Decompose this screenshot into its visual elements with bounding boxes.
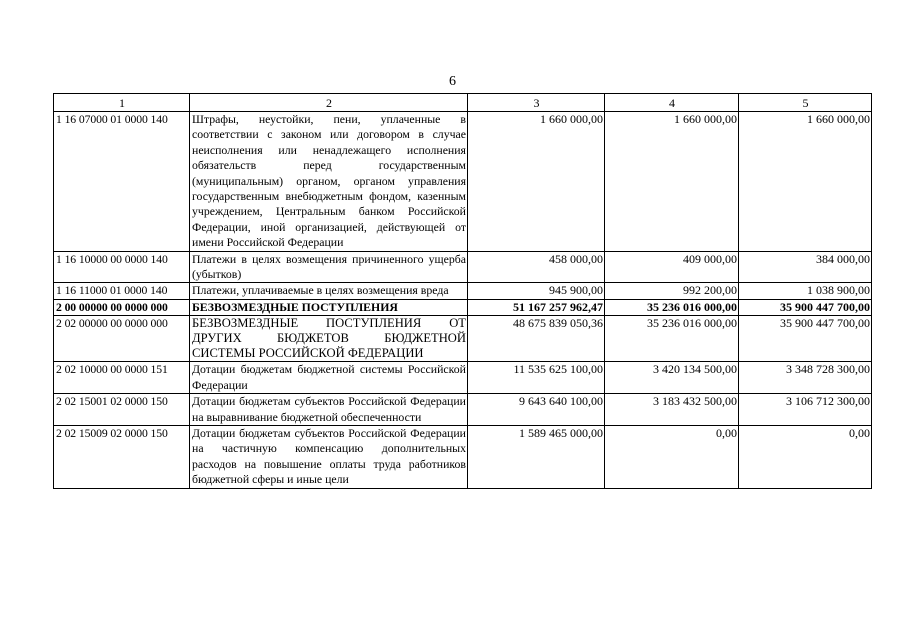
table-row — [54, 112, 872, 252]
table-row — [54, 251, 872, 283]
column-header-5: 5 — [739, 94, 872, 112]
column-header-4: 4 — [605, 94, 739, 112]
classification-code: 2 02 00000 00 0000 000 — [54, 316, 190, 362]
revenue-name: Штрафы, неустойки, пени, уплаченные в соответствии с законом или договором в случае неисполнения или ненадлежащего исполнения обязательств перед государственным (муниципальным) органом, органом управления государственным внебюджетным фондом, казенным учреждением, Центральным банком Российской Федерации, иной организацией, действующей от имени Российской Федерации — [190, 112, 468, 252]
amount-col3: 945 900,00 — [468, 283, 605, 299]
amount-col3: 458 000,00 — [468, 251, 605, 283]
amount-col4: 3 183 432 500,00 — [605, 394, 739, 426]
revenue-name: БЕЗВОЗМЕЗДНЫЕ ПОСТУПЛЕНИЯ ОТ ДРУГИХ БЮДЖЕТОВ БЮДЖЕТНОЙ СИСТЕМЫ РОССИЙСКОЙ ФЕДЕРАЦИИ — [190, 316, 468, 362]
table-header-row — [54, 94, 872, 112]
column-header-2: 2 — [190, 94, 468, 112]
amount-col4: 0,00 — [605, 425, 739, 488]
amount-col5: 1 660 000,00 — [739, 112, 872, 252]
amount-col4: 35 236 016 000,00 — [605, 299, 739, 315]
table-row — [54, 316, 872, 362]
amount-col4: 409 000,00 — [605, 251, 739, 283]
column-header-1: 1 — [54, 94, 190, 112]
classification-code: 1 16 11000 01 0000 140 — [54, 283, 190, 299]
revenue-name: Платежи в целях возмещения причиненного ущерба (убытков) — [190, 251, 468, 283]
amount-col5: 3 106 712 300,00 — [739, 394, 872, 426]
classification-code: 2 00 00000 00 0000 000 — [54, 299, 190, 315]
column-header-3: 3 — [468, 94, 605, 112]
amount-col5: 0,00 — [739, 425, 872, 488]
amount-col5: 35 900 447 700,00 — [739, 316, 872, 362]
amount-col3: 9 643 640 100,00 — [468, 394, 605, 426]
classification-code: 1 16 07000 01 0000 140 — [54, 112, 190, 252]
table-row-total — [54, 299, 872, 315]
revenue-name: Дотации бюджетам субъектов Российской Федерации на частичную компенсацию дополнительных расходов на повышение оплаты труда работников бюджетной сферы и иные цели — [190, 425, 468, 488]
table-row — [54, 362, 872, 394]
amount-col3: 51 167 257 962,47 — [468, 299, 605, 315]
amount-col5: 3 348 728 300,00 — [739, 362, 872, 394]
revenue-name: Дотации бюджетам бюджетной системы Российской Федерации — [190, 362, 468, 394]
amount-col3: 1 589 465 000,00 — [468, 425, 605, 488]
revenue-name: Дотации бюджетам субъектов Российской Федерации на выравнивание бюджетной обеспеченности — [190, 394, 468, 426]
amount-col4: 1 660 000,00 — [605, 112, 739, 252]
classification-code: 1 16 10000 00 0000 140 — [54, 251, 190, 283]
amount-col5: 35 900 447 700,00 — [739, 299, 872, 315]
classification-code: 2 02 10000 00 0000 151 — [54, 362, 190, 394]
revenue-name: БЕЗВОЗМЕЗДНЫЕ ПОСТУПЛЕНИЯ — [190, 299, 468, 315]
page-number: 6 — [449, 74, 456, 89]
classification-code: 2 02 15009 02 0000 150 — [54, 425, 190, 488]
revenue-name: Платежи, уплачиваемые в целях возмещения вреда — [190, 283, 468, 299]
amount-col5: 1 038 900,00 — [739, 283, 872, 299]
amount-col4: 35 236 016 000,00 — [605, 316, 739, 362]
table-row — [54, 394, 872, 426]
table-row — [54, 425, 872, 488]
budget-revenue-table — [53, 93, 872, 489]
amount-col4: 3 420 134 500,00 — [605, 362, 739, 394]
classification-code: 2 02 15001 02 0000 150 — [54, 394, 190, 426]
amount-col4: 992 200,00 — [605, 283, 739, 299]
amount-col3: 1 660 000,00 — [468, 112, 605, 252]
amount-col3: 11 535 625 100,00 — [468, 362, 605, 394]
amount-col3: 48 675 839 050,36 — [468, 316, 605, 362]
table-row — [54, 283, 872, 299]
amount-col5: 384 000,00 — [739, 251, 872, 283]
